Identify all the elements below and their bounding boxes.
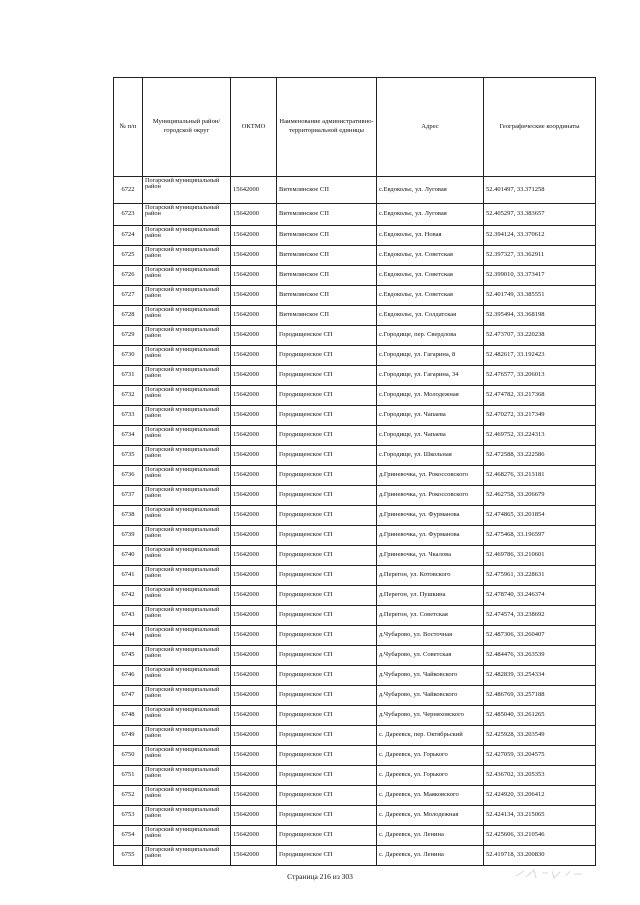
cell-num: 6740	[114, 546, 143, 566]
cell-oktmo: 15642000	[231, 386, 277, 406]
cell-address: с.Евдокольє, ул. Луговая	[377, 177, 484, 204]
cell-oktmo: 15642000	[231, 246, 277, 266]
cell-address: с. Дареевск, ул. Горького	[377, 766, 484, 786]
cell-unit: Витемлянское СП	[277, 226, 377, 246]
cell-num: 6735	[114, 446, 143, 466]
cell-oktmo: 15642000	[231, 266, 277, 286]
cell-num: 6729	[114, 326, 143, 346]
cell-oktmo: 15642000	[231, 766, 277, 786]
cell-district: Погарский муниципальный район	[143, 566, 231, 586]
cell-oktmo: 15642000	[231, 786, 277, 806]
cell-unit: Городищенское СП	[277, 666, 377, 686]
cell-unit: Витемлянское СП	[277, 246, 377, 266]
cell-unit: Городищенское СП	[277, 706, 377, 726]
cell-oktmo: 15642000	[231, 406, 277, 426]
cell-address: д.Гриневочка, ул. Чкалова	[377, 546, 484, 566]
cell-num: 6738	[114, 506, 143, 526]
table-row	[114, 446, 596, 466]
cell-oktmo: 15642000	[231, 306, 277, 326]
table-row	[114, 204, 596, 226]
cell-coords: 52.478740, 33.246374	[484, 586, 596, 606]
table-row	[114, 526, 596, 546]
cell-coords: 52.425606, 33.210546	[484, 826, 596, 846]
cell-oktmo: 15642000	[231, 426, 277, 446]
cell-num: 6741	[114, 566, 143, 586]
cell-coords: 52.397327, 33.362911	[484, 246, 596, 266]
cell-num: 6722	[114, 177, 143, 204]
cell-num: 6745	[114, 646, 143, 666]
cell-num: 6731	[114, 366, 143, 386]
cell-district: Погарский муниципальный район	[143, 506, 231, 526]
cell-num: 6749	[114, 726, 143, 746]
cell-unit: Городищенское СП	[277, 466, 377, 486]
cell-coords: 52.482839, 33.254334	[484, 666, 596, 686]
cell-coords: 52.469786, 33.210601	[484, 546, 596, 566]
cell-num: 6742	[114, 586, 143, 606]
cell-unit: Городищенское СП	[277, 426, 377, 446]
table-row	[114, 326, 596, 346]
table-row	[114, 626, 596, 646]
cell-oktmo: 15642000	[231, 286, 277, 306]
table-row	[114, 426, 596, 446]
table-row	[114, 566, 596, 586]
cell-district: Погарский муниципальный район	[143, 386, 231, 406]
registry-sheet	[113, 77, 595, 866]
cell-oktmo: 15642000	[231, 486, 277, 506]
cell-district: Погарский муниципальный район	[143, 486, 231, 506]
cell-coords: 52.405297, 33.383657	[484, 204, 596, 226]
cell-coords: 52.474782, 33.217368	[484, 386, 596, 406]
cell-coords: 52.487306, 33.260407	[484, 626, 596, 646]
cell-oktmo: 15642000	[231, 846, 277, 866]
cell-oktmo: 15642000	[231, 526, 277, 546]
cell-district: Погарский муниципальный район	[143, 786, 231, 806]
table-row	[114, 546, 596, 566]
cell-oktmo: 15642000	[231, 706, 277, 726]
table-row	[114, 306, 596, 326]
cell-num: 6724	[114, 226, 143, 246]
cell-district: Погарский муниципальный район	[143, 226, 231, 246]
cell-district: Погарский муниципальный район	[143, 286, 231, 306]
cell-unit: Городищенское СП	[277, 766, 377, 786]
cell-coords: 52.475961, 33.228631	[484, 566, 596, 586]
cell-address: д.Гриневочка, ул. Фурманова	[377, 506, 484, 526]
cell-unit: Городищенское СП	[277, 846, 377, 866]
cell-address: с.Евдокольє, ул. Советская	[377, 266, 484, 286]
cell-coords: 52.419718, 33.200830	[484, 846, 596, 866]
faint-stamp-mark	[514, 867, 586, 881]
cell-num: 6754	[114, 826, 143, 846]
cell-address: д.Чубарово, ул. Черняховского	[377, 706, 484, 726]
cell-oktmo: 15642000	[231, 686, 277, 706]
table-row	[114, 246, 596, 266]
cell-num: 6725	[114, 246, 143, 266]
header-unit: Наименование административно-территориальной единицы	[277, 78, 377, 177]
table-row	[114, 646, 596, 666]
table-row	[114, 806, 596, 826]
cell-district: Погарский муниципальный район	[143, 706, 231, 726]
cell-oktmo: 15642000	[231, 666, 277, 686]
cell-address: с.Городище, ул. Гагарина, 34	[377, 366, 484, 386]
table-row	[114, 726, 596, 746]
cell-unit: Городищенское СП	[277, 826, 377, 846]
cell-unit: Городищенское СП	[277, 446, 377, 466]
table-body	[114, 177, 596, 866]
cell-coords: 52.401497, 33.371258	[484, 177, 596, 204]
cell-district: Погарский муниципальный район	[143, 826, 231, 846]
cell-coords: 52.399010, 33.373417	[484, 266, 596, 286]
cell-oktmo: 15642000	[231, 566, 277, 586]
cell-num: 6750	[114, 746, 143, 766]
header-row	[114, 78, 596, 177]
cell-coords: 52.462758, 33.206679	[484, 486, 596, 506]
cell-coords: 52.425928, 33.203549	[484, 726, 596, 746]
cell-num: 6755	[114, 846, 143, 866]
cell-num: 6732	[114, 386, 143, 406]
header-address: Адрес	[377, 78, 484, 177]
cell-unit: Витемлянское СП	[277, 266, 377, 286]
cell-oktmo: 15642000	[231, 826, 277, 846]
cell-address: д.Перегон, ул. Советская	[377, 606, 484, 626]
cell-num: 6747	[114, 686, 143, 706]
cell-num: 6753	[114, 806, 143, 826]
cell-oktmo: 15642000	[231, 546, 277, 566]
cell-unit: Городищенское СП	[277, 786, 377, 806]
cell-unit: Городищенское СП	[277, 746, 377, 766]
cell-district: Погарский муниципальный район	[143, 446, 231, 466]
cell-address: с.Евдокольє, ул. Советская	[377, 246, 484, 266]
cell-address: с.Евдокольє, ул. Новая	[377, 226, 484, 246]
cell-address: д.Перегон, ул. Котовского	[377, 566, 484, 586]
cell-coords: 52.482617, 33.192423	[484, 346, 596, 366]
cell-num: 6743	[114, 606, 143, 626]
cell-address: с. Дареевск, ул. Ленина	[377, 826, 484, 846]
cell-coords: 52.472588, 33.222586	[484, 446, 596, 466]
cell-address: с. Дареевск, ул. Маяковского	[377, 786, 484, 806]
cell-coords: 52.475468, 33.196597	[484, 526, 596, 546]
cell-address: с.Евдокольє, ул. Советская	[377, 286, 484, 306]
cell-num: 6727	[114, 286, 143, 306]
table-row	[114, 786, 596, 806]
cell-district: Погарский муниципальный район	[143, 746, 231, 766]
cell-unit: Городищенское СП	[277, 366, 377, 386]
cell-district: Погарский муниципальный район	[143, 366, 231, 386]
table-header	[114, 78, 596, 177]
table-row	[114, 686, 596, 706]
cell-coords: 52.485040, 33.261265	[484, 706, 596, 726]
cell-coords: 52.394124, 33.370612	[484, 226, 596, 246]
table-row	[114, 846, 596, 866]
cell-num: 6748	[114, 706, 143, 726]
cell-unit: Городищенское СП	[277, 726, 377, 746]
table-row	[114, 606, 596, 626]
table-row	[114, 506, 596, 526]
cell-address: с. Дареевск, ул. Молодежная	[377, 806, 484, 826]
table-row	[114, 666, 596, 686]
locations-table	[113, 77, 596, 866]
cell-num: 6746	[114, 666, 143, 686]
table-row	[114, 466, 596, 486]
cell-district: Погарский муниципальный район	[143, 646, 231, 666]
cell-num: 6744	[114, 626, 143, 646]
cell-num: 6730	[114, 346, 143, 366]
cell-oktmo: 15642000	[231, 726, 277, 746]
cell-unit: Витемлянское СП	[277, 204, 377, 226]
cell-oktmo: 15642000	[231, 346, 277, 366]
cell-district: Погарский муниципальный район	[143, 466, 231, 486]
cell-coords: 52.484476, 33.263539	[484, 646, 596, 666]
table-row	[114, 486, 596, 506]
cell-unit: Витемлянское СП	[277, 177, 377, 204]
cell-district: Погарский муниципальный район	[143, 806, 231, 826]
cell-address: с.Евдокольє, ул. Солдатская	[377, 306, 484, 326]
cell-district: Погарский муниципальный район	[143, 426, 231, 446]
cell-oktmo: 15642000	[231, 204, 277, 226]
table-row	[114, 226, 596, 246]
cell-district: Погарский муниципальный район	[143, 726, 231, 746]
cell-unit: Городищенское СП	[277, 486, 377, 506]
table-row	[114, 406, 596, 426]
cell-oktmo: 15642000	[231, 646, 277, 666]
cell-num: 6739	[114, 526, 143, 546]
cell-address: с.Городище, ул. Молодежная	[377, 386, 484, 406]
cell-unit: Городищенское СП	[277, 506, 377, 526]
cell-oktmo: 15642000	[231, 746, 277, 766]
cell-district: Погарский муниципальный район	[143, 406, 231, 426]
cell-unit: Городищенское СП	[277, 646, 377, 666]
cell-coords: 52.469752, 33.224313	[484, 426, 596, 446]
cell-unit: Витемлянское СП	[277, 286, 377, 306]
cell-coords: 52.468276, 33.213181	[484, 466, 596, 486]
page-number: Страница 216 из 303	[287, 872, 353, 881]
table-row	[114, 346, 596, 366]
cell-num: 6751	[114, 766, 143, 786]
cell-oktmo: 15642000	[231, 366, 277, 386]
table-row	[114, 766, 596, 786]
cell-address: д.Гриневочка, ул. Рокоссовского	[377, 466, 484, 486]
cell-district: Погарский муниципальный район	[143, 204, 231, 226]
cell-district: Погарский муниципальный район	[143, 526, 231, 546]
cell-district: Погарский муниципальный район	[143, 346, 231, 366]
cell-district: Погарский муниципальный район	[143, 626, 231, 646]
cell-oktmo: 15642000	[231, 326, 277, 346]
cell-num: 6728	[114, 306, 143, 326]
cell-num: 6734	[114, 426, 143, 446]
cell-unit: Городищенское СП	[277, 326, 377, 346]
cell-coords: 52.474574, 33.238692	[484, 606, 596, 626]
cell-address: с.Городище, ул. Чапаева	[377, 406, 484, 426]
cell-unit: Городищенское СП	[277, 526, 377, 546]
cell-unit: Городищенское СП	[277, 806, 377, 826]
cell-unit: Городищенское СП	[277, 566, 377, 586]
cell-address: д.Перегон, ул. Пушкина	[377, 586, 484, 606]
cell-coords: 52.401749, 33.385551	[484, 286, 596, 306]
cell-coords: 52.424134, 33.215065	[484, 806, 596, 826]
header-district: Муниципальный район/городской округ	[143, 78, 231, 177]
cell-district: Погарский муниципальный район	[143, 846, 231, 866]
table-row	[114, 706, 596, 726]
cell-district: Погарский муниципальный район	[143, 606, 231, 626]
cell-unit: Городищенское СП	[277, 546, 377, 566]
cell-address: д.Гриневочка, ул. Фурманова	[377, 526, 484, 546]
cell-district: Погарский муниципальный район	[143, 306, 231, 326]
cell-unit: Городищенское СП	[277, 686, 377, 706]
cell-oktmo: 15642000	[231, 506, 277, 526]
cell-coords: 52.395494, 33.368198	[484, 306, 596, 326]
cell-coords: 52.476577, 33.206013	[484, 366, 596, 386]
table-row	[114, 746, 596, 766]
cell-coords: 52.470272, 33.217349	[484, 406, 596, 426]
cell-oktmo: 15642000	[231, 226, 277, 246]
cell-coords: 52.486769, 33.257188	[484, 686, 596, 706]
cell-address: с.Городище, ул. Школьная	[377, 446, 484, 466]
cell-unit: Витемлянское СП	[277, 306, 377, 326]
cell-address: с.Городище, ул. Гагарина, 8	[377, 346, 484, 366]
cell-address: д.Чубарово, ул. Чайковского	[377, 666, 484, 686]
cell-oktmo: 15642000	[231, 586, 277, 606]
header-num: № п/п	[114, 78, 143, 177]
cell-address: д.Чубарово, ул. Восточная	[377, 626, 484, 646]
cell-district: Погарский муниципальный район	[143, 546, 231, 566]
cell-oktmo: 15642000	[231, 806, 277, 826]
table-row	[114, 586, 596, 606]
cell-coords: 52.474865, 33.201854	[484, 506, 596, 526]
cell-num: 6736	[114, 466, 143, 486]
cell-num: 6723	[114, 204, 143, 226]
cell-district: Погарский муниципальный район	[143, 246, 231, 266]
cell-district: Погарский муниципальный район	[143, 666, 231, 686]
cell-coords: 52.427059, 33.204575	[484, 746, 596, 766]
cell-oktmo: 15642000	[231, 446, 277, 466]
cell-district: Погарский муниципальный район	[143, 686, 231, 706]
cell-unit: Городищенское СП	[277, 406, 377, 426]
cell-district: Погарский муниципальный район	[143, 766, 231, 786]
header-oktmo: ОКТМО	[231, 78, 277, 177]
cell-unit: Городищенское СП	[277, 386, 377, 406]
cell-oktmo: 15642000	[231, 177, 277, 204]
cell-num: 6752	[114, 786, 143, 806]
cell-address: с.Евдокольє, ул. Луговая	[377, 204, 484, 226]
cell-num: 6737	[114, 486, 143, 506]
cell-address: д.Чубарово, ул. Чайковского	[377, 686, 484, 706]
cell-oktmo: 15642000	[231, 466, 277, 486]
cell-district: Погарский муниципальный район	[143, 266, 231, 286]
table-row	[114, 177, 596, 204]
cell-district: Погарский муниципальный район	[143, 177, 231, 204]
cell-address: с.Городище, пер. Свердлова	[377, 326, 484, 346]
table-row	[114, 386, 596, 406]
table-row	[114, 266, 596, 286]
cell-coords: 52.436702, 33.205353	[484, 766, 596, 786]
cell-coords: 52.424920, 33.206412	[484, 786, 596, 806]
table-row	[114, 286, 596, 306]
cell-district: Погарский муниципальный район	[143, 586, 231, 606]
cell-address: с. Дареевск, ул. Ленина	[377, 846, 484, 866]
table-row	[114, 826, 596, 846]
cell-address: с. Дареевск, ул. Горького	[377, 746, 484, 766]
cell-address: д.Чубарово, ул. Советская	[377, 646, 484, 666]
cell-num: 6733	[114, 406, 143, 426]
cell-unit: Городищенское СП	[277, 586, 377, 606]
cell-address: с.Городище, ул. Чапаева	[377, 426, 484, 446]
cell-address: д.Гриневочка, ул. Рокоссовского	[377, 486, 484, 506]
cell-num: 6726	[114, 266, 143, 286]
cell-coords: 52.473707, 33.220238	[484, 326, 596, 346]
cell-district: Погарский муниципальный район	[143, 326, 231, 346]
cell-address: с. Дареевск, пер. Октябрьский	[377, 726, 484, 746]
cell-unit: Городищенское СП	[277, 606, 377, 626]
cell-unit: Городищенское СП	[277, 626, 377, 646]
cell-oktmo: 15642000	[231, 626, 277, 646]
table-row	[114, 366, 596, 386]
header-coords: Географические координаты	[484, 78, 596, 177]
cell-oktmo: 15642000	[231, 606, 277, 626]
cell-unit: Городищенское СП	[277, 346, 377, 366]
